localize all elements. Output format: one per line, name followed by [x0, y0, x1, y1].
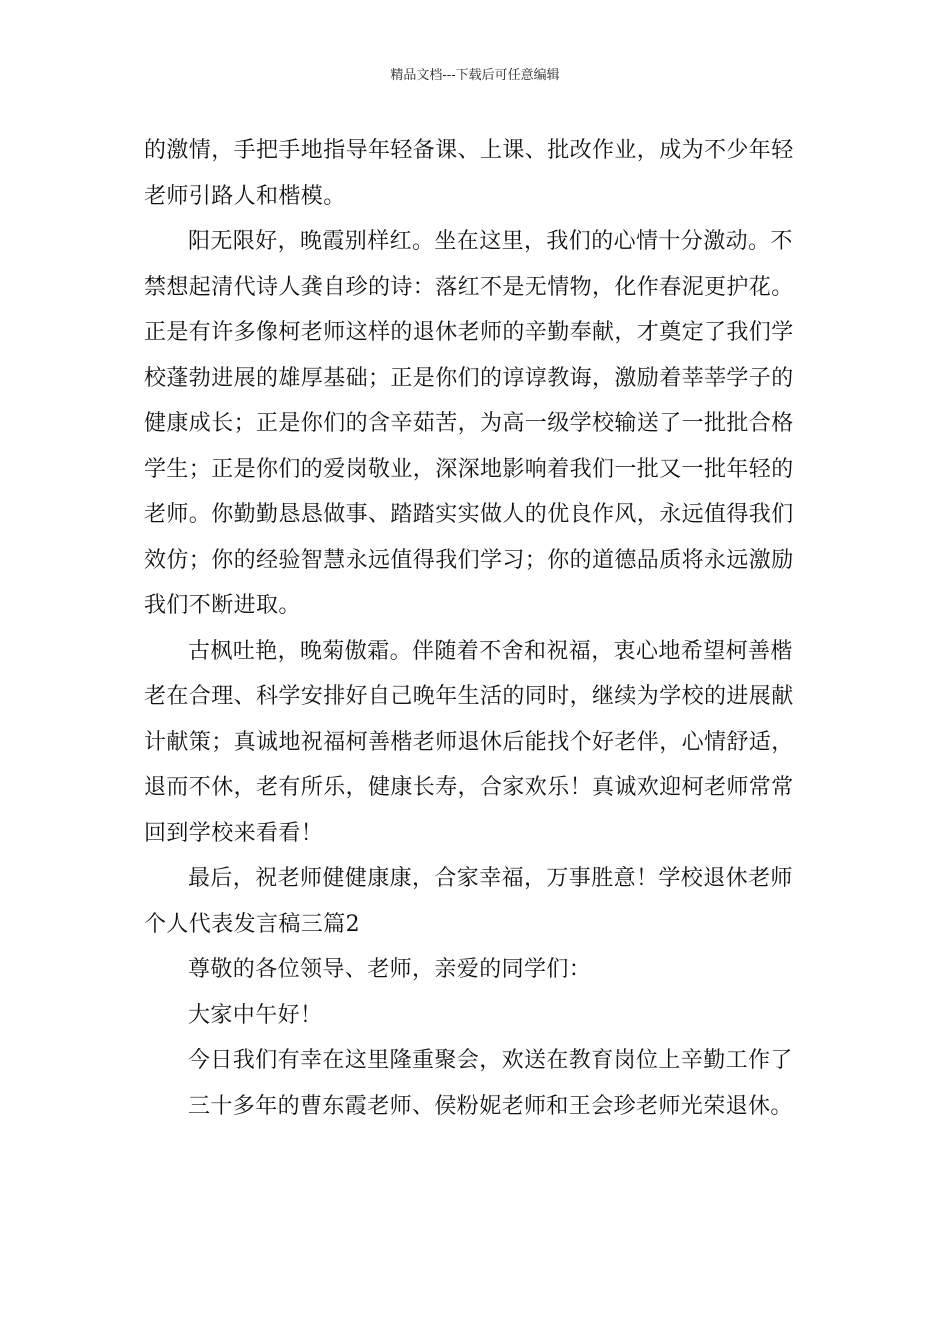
- text-line: 老师引路人和楷模。: [144, 183, 346, 209]
- page-header: 精品文档---下载后可任意编辑: [390, 68, 560, 83]
- text-line: 计献策；真诚地祝福柯善楷老师退休后能找个好老伴，心情舒适，: [144, 729, 794, 755]
- text-line: 退而不休，老有所乐，健康长寿，合家欢乐！真诚欢迎柯老师常常: [144, 775, 794, 800]
- paragraph: [144, 1038, 809, 1084]
- text-line: 效仿；你的经验智慧永远值得我们学习；你的道德品质将永远激励: [144, 547, 794, 573]
- paragraph: [144, 1084, 809, 1130]
- text-line: 老师。你勤勤恳恳做事、踏踏实实做人的优良作风，永远值得我们: [144, 502, 794, 527]
- paragraph: [144, 629, 809, 857]
- text-line: 老在合理、科学安排好自己晚年生活的同时，继续为学校的进展献: [144, 684, 794, 709]
- text-line: 个人代表发言稿三篇2: [144, 911, 360, 937]
- text-line: 最后，祝老师健健康康，合家幸福，万事胜意！学校退休老师: [188, 866, 793, 891]
- text-line: 阳无限好，晚霞别样红。坐在这里，我们的心情十分激动。不: [188, 229, 793, 254]
- paragraph: [144, 993, 809, 1039]
- text-line: 禁想起清代诗人龚自珍的诗：落红不是无情物，化作春泥更护花。: [144, 274, 794, 300]
- text-line: 健康成长；正是你们的含辛茹苦，为高一级学校输送了一批批合格: [144, 411, 794, 436]
- text-line: 古枫吐艳，晚菊傲霜。伴随着不舍和祝福，衷心地希望柯善楷: [188, 638, 793, 664]
- paragraph: [144, 947, 809, 993]
- paragraph: [144, 128, 809, 219]
- text-line: 校蓬勃进展的雄厚基础；正是你们的谆谆教诲，激励着莘莘学子的: [144, 365, 794, 391]
- text-line: 回到学校来看看！: [144, 820, 324, 846]
- text-line: 我们不断进取。: [144, 593, 301, 618]
- text-line: 大家中午好！: [188, 1002, 323, 1028]
- text-line: 的激情，手把手地指导年轻备课、上课、批改作业，成为不少年轻: [144, 138, 794, 163]
- text-line: 尊敬的各位领导、老师，亲爱的同学们：: [188, 957, 592, 982]
- text-line: 三十多年的曹东霞老师、侯粉妮老师和王会珍老师光荣退休。: [188, 1093, 793, 1119]
- text-line: 学生；正是你们的爱岗敬业，深深地影响着我们一批又一批年轻的: [144, 456, 794, 482]
- text-line: 今日我们有幸在这里隆重聚会，欢送在教育岗位上辛勤工作了: [188, 1048, 793, 1073]
- paragraph: [144, 856, 809, 947]
- text-line: 正是有许多像柯老师这样的退休老师的辛勤奉献，才奠定了我们学: [144, 320, 794, 345]
- paragraph: [144, 219, 809, 629]
- document-body: [144, 128, 809, 1129]
